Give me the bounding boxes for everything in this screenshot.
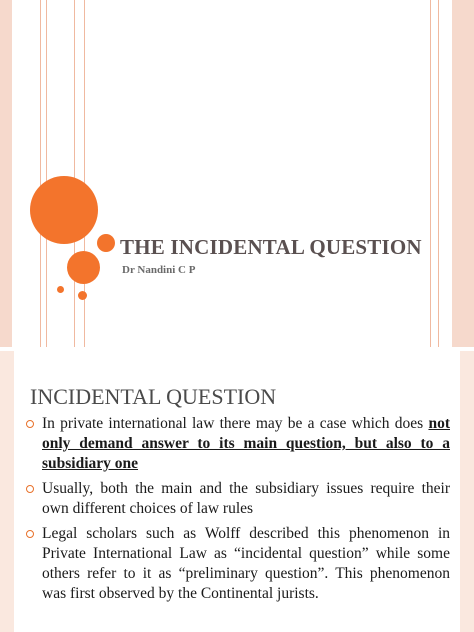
stripe-line: [438, 0, 439, 347]
ring-bullet-icon: [26, 485, 34, 493]
decorative-circle-small: [97, 234, 115, 252]
left-stripe: [0, 0, 12, 347]
ring-bullet-icon: [26, 530, 34, 538]
content-slide: [0, 351, 474, 632]
stripe-line: [74, 0, 75, 347]
slide-title: INCIDENTAL QUESTION: [30, 384, 277, 409]
stripe-line: [40, 0, 41, 347]
right-stripe: [452, 0, 474, 347]
decorative-circle-dot: [57, 286, 64, 293]
bullet-item: [26, 479, 450, 519]
bullet-list: [26, 414, 450, 609]
bullet-text: In private international law there may be a case which does: [42, 415, 429, 432]
ring-bullet-icon: [26, 420, 34, 428]
bullet-text: Usually, both the main and the subsidiary issues require their own different choices of law rules: [42, 480, 450, 517]
stripe-line: [46, 0, 47, 347]
decorative-circle-large: [30, 176, 98, 244]
stripe-line: [430, 0, 431, 347]
bullet-item: [26, 524, 450, 604]
slide-title: THE INCIDENTAL QUESTION: [120, 235, 422, 259]
bullet-text: Legal scholars such as Wolff described this phenomenon in Private International Law as “incidental question” while some others refer to it as “preliminary question”. This phenomenon was first observed by the Continental jurists.: [42, 525, 450, 602]
decorative-circle-medium: [67, 251, 100, 284]
left-stripe: [0, 351, 14, 632]
bullet-emphasis: not only demand answer to its main question, but also to a subsidiary one: [42, 415, 450, 472]
bullet-item: [26, 414, 450, 474]
decorative-circle-dot: [78, 291, 87, 300]
right-stripe: [460, 351, 474, 632]
slide-subtitle: Dr Nandini C P: [122, 264, 196, 276]
